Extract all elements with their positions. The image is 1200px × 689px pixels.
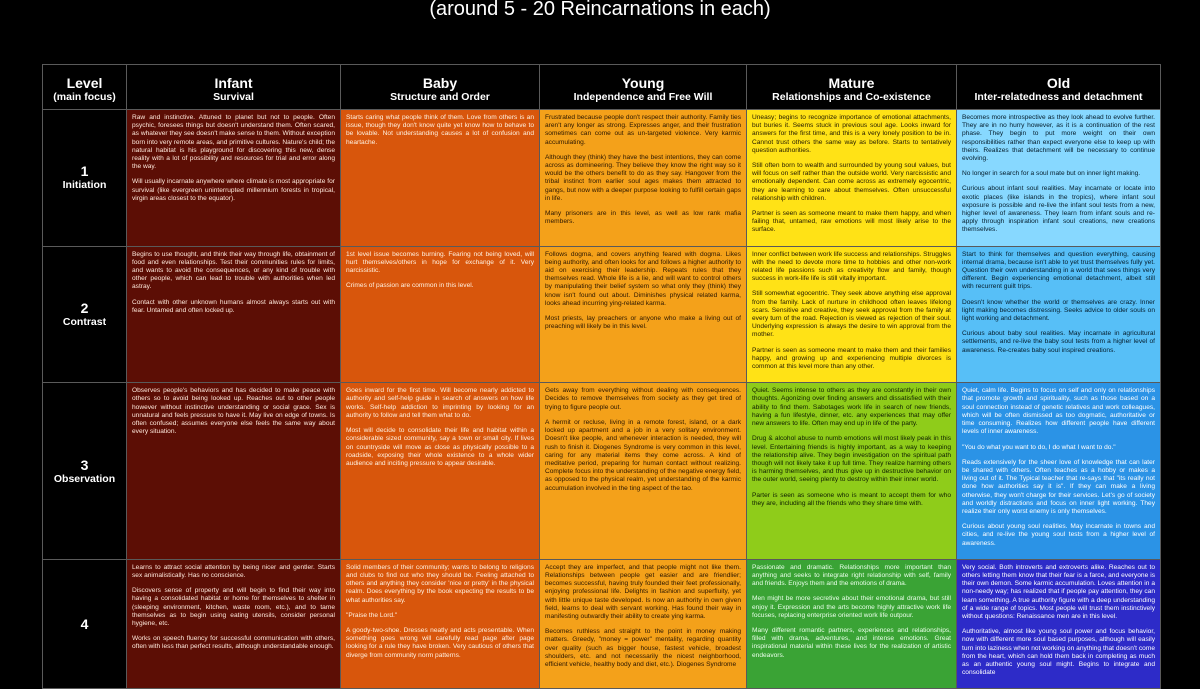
header-infant (127, 65, 341, 110)
cell-paragraph: Very social. Both introverts and extroverts alike. Reaches out to others letting them know that their fear is a farce, and everyone is their own demon. Some karmic accumulation. Loves attention in a non-needy way; has realized that if people pay attention, they can learn something. A true authority figure with a deep understanding of a wide range of topics. Most people will trust them instinctively without questions: Renaissance men are in this level. (962, 563, 1155, 620)
cell-paragraph: "You do what you want to do, I do what I want to do." (962, 443, 1116, 451)
cell-paragraph: Solid members of their community; wants to belong to religions and clubs to find out who they should be. Feeling attached to others and anything they consider 'nice or pretty' in the physical realm. Does everything by the book expecting the results to be what authorities say. (346, 563, 534, 604)
cell-paragraph: Doesn't know whether the world or themselves are crazy. Inner light making becomes distressing. Seeks advice to older souls on light working and detachment. (962, 298, 1155, 323)
cell-paragraph: Reads extensively for the sheer love of knowledge that can later be shared with others. Often teaches as a hobby or makes a living out of it. The Typical teacher that re-says that "its really not done how authorities say it is". If they can make a living otherwise, they won't charge for their services. Let's go of society and worldly distractions and focus on inner light working. They realize their only worst enemy is only themselves. (962, 458, 1155, 515)
cell-text (341, 110, 539, 158)
cell-paragraph: Becomes ruthless and straight to the point in money making matters. Greedy, "money = power" mentality, regarding quantity over quality (such as bigger house, fastest vehicle, broadest shoulders, etc. and not necessarily the nicest neighborhood, efficient vehicle, healthy body and diet, etc.). Diogenes Syndrome (545, 628, 741, 668)
cell-paragraph: Many prisoners are in this level, as well as low rank mafia members. (545, 210, 741, 226)
header-level-sub: (main focus) (53, 90, 116, 103)
cell-paragraph: Discovers sense of property and will begin to find their way into having a consolidated habitat or home for themselves to shelter in (sleeping environment, kitchen, waste room, etc.), and to tame themselves as to begin using eating utensils, consider personal hygiene, etc. (132, 587, 335, 627)
old-cell (957, 559, 1161, 689)
level-row (43, 383, 1161, 559)
cell-text (957, 383, 1160, 558)
mature-cell (747, 559, 957, 689)
cell-paragraph: Authoritative, almost like young soul power and focus behavior, now with different more soul based purposes, although will easily turn into laziness when not working on anything that doesn't come from the heart, which can hold them back in completing as much as an authentic young soul might. Begins to integrate and consolidate (962, 628, 1155, 677)
level-number: 3 (80, 456, 89, 473)
cell-text (540, 110, 746, 237)
cell-paragraph: A goody-two-shoe. Dresses neatly and acts presentable. When something goes wrong will carefully read page after page looking for a rule they have broken. Very cautious of others that diverge from community norm patterns. (346, 626, 534, 659)
cell-paragraph: Curious about infant soul realities. May incarnate or locate into exotic places (like islands in the tropics), where infant soul exposure is possible and re-live the infant soul tests from a new, higher level of awareness. They learn from infant souls and re-apply through inspiration infant soul creations, new creations themselves. (962, 185, 1155, 234)
cell-paragraph: Uneasy; begins to recognize importance of emotional attachments, but buries it. Seems stuck in previous soul age. Looks inward for answers for the first time, and this is a very lonely position to be in. Cannot trust others the same way as before. Starts to tentatively question authorities. (752, 114, 951, 154)
cell-text (127, 247, 340, 326)
cell-text (957, 110, 1160, 246)
cell-paragraph: Most priests, lay preachers or anyone who make a living out of preaching will likely be in this level. (545, 315, 741, 331)
level-row (43, 110, 1161, 247)
header-young-sub: Independence and Free Will (573, 90, 713, 103)
cell-paragraph: 1st level issue becomes burning. Fearing not being loved, will hurt themselves/others in hope for exchange of it. Very narcissistic. (346, 250, 534, 275)
header-old-sub: Inter-relatedness and detachment (974, 90, 1143, 103)
level-name: Contrast (62, 315, 107, 328)
level-label-cell (43, 383, 127, 559)
header-infant-sub: Survival (213, 90, 254, 103)
old-cell (957, 246, 1161, 383)
cell-text (747, 383, 956, 519)
cell-paragraph: Partner is seen as someone meant to make them and their families happy, and growing up and experiencing multiple divorces is common at this level more than any other. (752, 346, 951, 371)
baby-cell (341, 559, 540, 689)
level-row (43, 246, 1161, 383)
cell-paragraph: Starts caring what people think of them. Love from others is an issue, though they don't know quite yet know how to behave to be lovable. Not understanding causes a lot of confusion and heartache. (346, 114, 534, 146)
cell-paragraph: Will usually incarnate anywhere where climate is most appropriate for survival (like evergreen uninterrupted millennium forests in tropical, virgin areas closest to the equator). (132, 178, 335, 202)
level-number: 1 (80, 163, 89, 180)
header-baby-sub: Structure and Order (390, 90, 490, 103)
young-cell (540, 246, 747, 383)
cell-paragraph: Frustrated because people don't respect their authority. Family ties aren't any longer as strong. Expresses anger, and their frustration sometimes can come out as un-targeted violence. Very karmic accumulating. (545, 114, 741, 146)
header-infant-title: Infant (214, 74, 253, 91)
cell-paragraph: No longer in search for a soul mate but on inner light making. (962, 170, 1141, 178)
level-label-cell (43, 559, 127, 689)
cell-paragraph: Raw and instinctive. Attuned to planet but not to people. Often psychic, foresees things but doesn't understand them. Often scared, as whatever they see doesn't make sense to them. Without exception born into very remote areas, and primitive cultures. Nature's child; the natural habitat is his playground for discovering this new, dense reality with a lot of possibility and resources for trial and error along the way. (132, 114, 335, 171)
cell-text (540, 560, 746, 680)
header-level-title: Level (66, 74, 103, 91)
young-cell (540, 383, 747, 559)
header-old-title: Old (1046, 74, 1071, 91)
infant-cell (127, 559, 341, 689)
baby-cell (341, 110, 540, 247)
cell-text (341, 560, 539, 671)
chart-subtitle: (around 5 - 20 Reincarnations in each) (429, 0, 771, 20)
cell-paragraph: Inner conflict between work life success and relationships. Struggles with the need to devote more time to hobbies and other non-work related life passions such as creativity flow and family, though success in work-life life is still vitally important. (752, 250, 952, 283)
cell-text (747, 110, 956, 246)
cell-paragraph: Curious about baby soul realities. May incarnate in agricultural settlements, and re-live the baby soul tests from a higher level of awareness. Re-creates baby soul inspired creations. (962, 330, 1155, 354)
level-row (43, 559, 1161, 689)
header-baby (341, 65, 540, 110)
cell-text (127, 110, 340, 214)
cell-paragraph: Begins to use thought, and think their way through life, obtainment of food and even relationships. Test their communities rules for limits, and wants to avoid the consequences, or any kind of trouble with other people, which can lead to trouble with authorities when led astray. (132, 250, 335, 291)
level-label-cell (43, 246, 127, 383)
old-cell (957, 110, 1161, 247)
cell-paragraph: Quiet, calm life. Begins to focus on self and only on relationships that promote growth and spirituality, such as those based on a soul connection instead of genetic relatives and work colleagues, which will be often dismissed as too dogmatic, authoritative or time consuming. Realizes how different people have different levels of inner awareness. (962, 387, 1155, 436)
cell-paragraph: Works on speech fluency for successful communication with others, often with less than perfect results, although understandable enough. (132, 635, 335, 651)
cell-paragraph: Gets away from everything without dealing with consequences. Decides to remove themselves from society as they get tired of trying to figure people out. (545, 387, 741, 411)
cell-text (540, 383, 746, 503)
cell-paragraph: Parter is seen as someone who is meant to accept them for who they are, including all the friends who they share time with. (752, 491, 951, 507)
baby-cell (341, 246, 540, 383)
cell-paragraph: Drug & alcohol abuse to numb emotions will most likely peak in this level. Entertaining friends is highly important, as a way to keeping the relationship alive. They begin investigation on the spiritual path though will not likely take it up full time. They realize harming others is harming themselves, and thus give up in destructive behavior on the outer world, seeing plenty to destroy within their inner world. (752, 435, 951, 484)
header-young-title: Young (621, 74, 665, 91)
cell-paragraph: Still somewhat egocentric. They seek above anything else approval from the family. Lack of nurture in childhood often leaves lifelong scars. Sensitive and creative, they seek approval from the family at every turn of the road. Rejection is viewed as rejection of their soul. Underlying expression is always the desire to win approval from the mother. (752, 290, 951, 339)
cell-text (957, 247, 1160, 366)
level-label-cell (43, 110, 127, 247)
cell-text (341, 247, 539, 302)
header-mature-sub: Relationships and Co-existence (772, 90, 931, 103)
cell-paragraph: Follows dogma, and covers anything feared with dogma. Likes being authority, and often looks for and follows a higher authority to aid on exercising their leadership. Repeats rules that they themselves read. Whole life is a lie, and will want to control others by manipulating their belief system so what only they (think) they know isn't found out about. Diminishes physical related karma, looks ahead incurring ying-related karma. (545, 250, 741, 307)
baby-cell (341, 383, 540, 559)
cell-paragraph: Men might be more secretive about their emotional drama, but still enjoy it. Expression and the arts become highly attractive work life focuses, replacing enterprise oriented work life outpour. (752, 595, 951, 619)
infant-cell (127, 110, 341, 247)
cell-paragraph: Quiet. Seems intense to others as they are constantly in their own thoughts. Agonizing over finding answers and dissatisfied with their ability to find them. Sabotages work life in search of new friends, having a fun lifestyle, dinner, etc. any experiences that may offer new answers to life. Often may end up in life of the party. (752, 387, 951, 428)
cell-paragraph: Many different romantic partners, experiences and relationships, filled with drama, adventures, and intense emotions. Great inspirational material within these lives for the realization of artistic endeavors. (752, 626, 951, 659)
cell-paragraph: Accept they are imperfect, and that people might not like them. Relationships between people get easier and are friendlier; becomes successful, having truly founded their feet professionally, enjoying professional life. Delights in fashion and superfluity, yet with little unique taste developed. Is now an authority in own given field, learns to deal with servant working. Has found their way in manifesting outwardly their ability to create ying karma. (545, 563, 741, 620)
cell-paragraph: Goes inward for the first time. Will become nearly addicted to authority and self-help guide in search of answers on how life works. Self-help addiction to imprinting by looking for an authority to follow and tell them what to do. (346, 387, 534, 419)
cell-paragraph: Start to think for themselves and question everything, causing internal drama, because isn't able to yet trust themselves fully yet. Question their own understanding in a world that sees things very different. Begin experiencing emotional detachment, albeit still with recurrent guilt trips. (962, 250, 1155, 291)
cell-paragraph: "Praise the Lord." (346, 611, 398, 619)
level-name: Observation (53, 472, 116, 485)
cell-paragraph: Crimes of passion are common in this level. (346, 282, 474, 290)
cell-paragraph: A hermit or recluse, living in a remote forest, island, or a dark locked up apartment and a job in a very solitary environment. Doesn't like people, and whenever interaction is needed, they will rush to finish it. Diogenes Syndrome is very common in this level, caring for any material items they come across. A kind of meditative period, preparing for human contact without realizing. Complete focus into the understanding of the negative energy field, as opposed to the physical realm, yet understanding of the karmic accumulation involved in the ting aspect of the tao. (545, 418, 741, 492)
mature-cell (747, 110, 957, 247)
header-baby-title: Baby (422, 74, 458, 91)
cell-paragraph: Partner is seen as someone meant to make them happy, and when failing that, untamed, raw emotions will most likely arise to the surface. (752, 210, 951, 234)
cell-paragraph: Still often born to wealth and surrounded by young soul values, but will focus on self rather than the outside world. Very narcissistic and emotionally dependent. Can come across as extremely egocentric, they are learning to care about themselves. Often unsuccessful relationship with children. (752, 162, 951, 202)
header-row (43, 65, 1161, 110)
young-cell (540, 110, 747, 247)
level-number: 4 (80, 616, 89, 633)
young-cell (540, 559, 747, 689)
header-old (957, 65, 1161, 110)
header-mature-title: Mature (828, 74, 875, 91)
cell-paragraph: Although they (think) they have the best intentions, they can come across as domineering. They believe they know the right way so it would be the others benefit to do as they say. Hangover from the tribal instinct from earlier soul ages makes them attracted to gangs, but now with a deeper purpose looking to fulfill certain gaps in life. (545, 153, 741, 202)
cell-text (747, 560, 956, 671)
mature-cell (747, 383, 957, 559)
old-cell (957, 383, 1161, 559)
cell-paragraph: Most will decide to consolidate their life and habitat within a considerable sized community, say a town or small city. If lives on countryside will move as close as physically possible to a roadside, exposing their whole existence to a whole wider audience and inciting pressure to appear desirable. (346, 427, 534, 467)
header-mature (747, 65, 957, 110)
header-young (540, 65, 747, 110)
header-level (43, 65, 127, 110)
infant-cell (127, 246, 341, 383)
cell-text (127, 560, 340, 663)
cell-paragraph: Observes people's behaviors and has decided to make peace with others so to avoid being looked up. Reaches out to other people however without instinctive understanding or social grace. Sex is unnatural and feels pressure to have it. May live on edge of towns. Is often confused; assumes everyone else feels the same way about every situation. (132, 387, 335, 436)
level-number: 2 (80, 299, 89, 316)
soul-age-table-container (42, 64, 1160, 677)
cell-text (747, 247, 956, 383)
cell-paragraph: Contact with other unknown humans almost always starts out with fear. Untamed and often locked up. (132, 298, 335, 314)
cell-text (341, 383, 539, 479)
soul-age-table (42, 64, 1161, 689)
cell-text (540, 247, 746, 343)
cell-text (957, 560, 1160, 689)
level-name: Initiation (62, 179, 107, 192)
cell-paragraph: Learns to attract social attention by being nicer and gentler. Starts sex animalistically. Has no conscience. (132, 563, 335, 579)
cell-paragraph: Passionate and dramatic. Relationships more important than anything and seeks to integrate right relationship with self, family and friends. Enjoys them and the emotions of drama. (752, 563, 951, 588)
cell-paragraph: Curious about young soul realities. May incarnate in towns and cities, and re-live the young soul tests from a higher level of awareness. (962, 523, 1155, 547)
mature-cell (747, 246, 957, 383)
cell-text (127, 383, 340, 447)
cell-paragraph: Becomes more introspective as they look ahead to evolve further. They are in no hurry however, as it is a continuation of the rest phase. They begin to put more weight on their own responsibilities rather than expect everyone else to keep up with theirs. Realizes that detachment will be necessary to continue evolving. (962, 114, 1155, 163)
infant-cell (127, 383, 341, 559)
